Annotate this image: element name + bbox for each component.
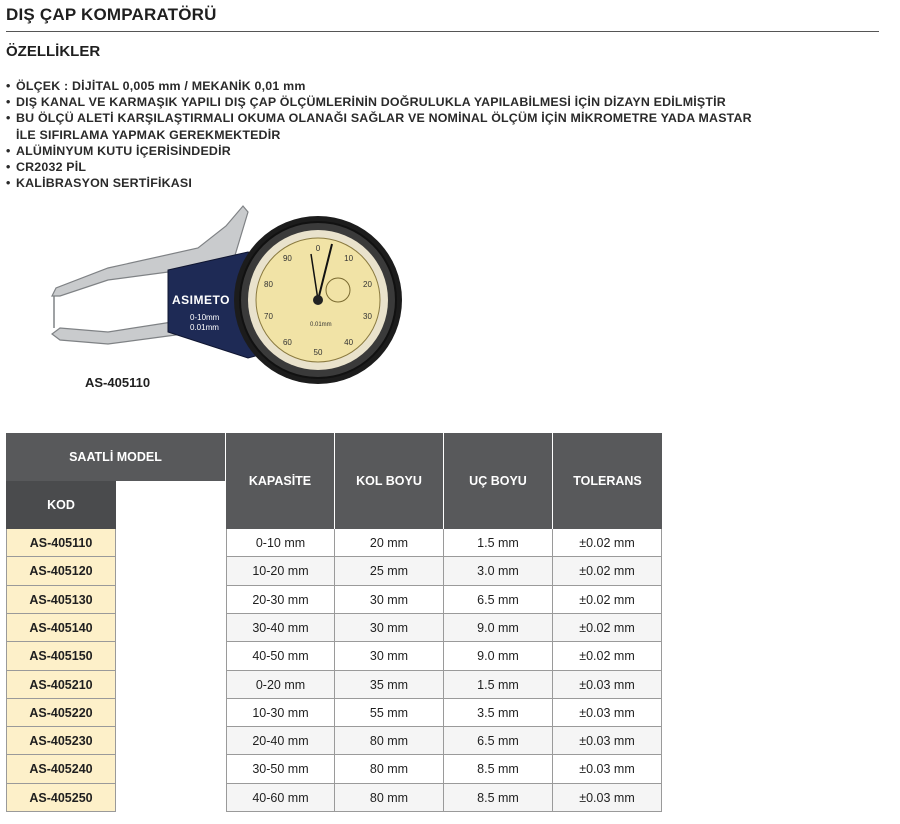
brand-label: ASIMETO (172, 293, 230, 307)
table-cell-tip-length: 9.0 mm (444, 642, 553, 671)
table-cell-arm-length: 25 mm (335, 557, 444, 586)
table-cell-code: AS-405230 (6, 727, 116, 755)
header-tolerance: TOLERANS (553, 433, 662, 529)
bullet: • (6, 111, 11, 126)
dial-number: 80 (264, 279, 273, 289)
table-cell-tip-length: 6.5 mm (444, 586, 553, 614)
dial-number: 70 (264, 312, 273, 322)
caliper-gauge-image (48, 200, 408, 390)
table-cell-capacity: 30-50 mm (226, 755, 335, 784)
table-cell-code: AS-405130 (6, 586, 116, 614)
dial-number: 0 (315, 244, 321, 253)
table-cell-code: AS-405140 (6, 614, 116, 642)
resolution-label: 0.01mm (190, 323, 219, 332)
dial-number: 10 (344, 253, 354, 263)
table-cell-capacity: 20-30 mm (226, 586, 335, 614)
table-cell-tip-length: 9.0 mm (444, 614, 553, 642)
table-cell-tolerance: ±0.03 mm (553, 784, 662, 812)
table-cell-tolerance: ±0.03 mm (553, 699, 662, 727)
table-cell-arm-length: 30 mm (335, 586, 444, 614)
table-cell-tip-length: 1.5 mm (444, 671, 553, 699)
table-cell-arm-length: 80 mm (335, 755, 444, 784)
table-cell-code: AS-405240 (6, 755, 116, 784)
group-header: SAATLİ MODEL (6, 433, 225, 481)
dial-number: 60 (282, 338, 292, 348)
table-cell-tolerance: ±0.02 mm (553, 586, 662, 614)
table-cell-tolerance: ±0.03 mm (553, 727, 662, 755)
table-cell-tip-length: 8.5 mm (444, 755, 553, 784)
table-cell-tip-length: 1.5 mm (444, 529, 553, 557)
product-code-label: AS-405110 (85, 375, 151, 390)
feature-item: • BU ÖLÇÜ ALETİ KARŞILAŞTIRMALI OKUMA OLANAĞI SAĞLAR VE NOMİNAL ÖLÇÜM İÇİN MİKROMETRE YADA MASTAR İLE SIFIRLAMA YAPMAK GEREKMEKTEDİR (6, 111, 752, 142)
table-cell-capacity: 20-40 mm (226, 727, 335, 755)
table-cell-tip-length: 6.5 mm (444, 727, 553, 755)
table-cell-code: AS-405250 (6, 784, 116, 812)
table-cell-capacity: 40-60 mm (226, 784, 335, 812)
table-cell-arm-length: 30 mm (335, 614, 444, 642)
bullet: • (6, 95, 11, 110)
table-cell-arm-length: 30 mm (335, 642, 444, 671)
feature-item: • DIŞ KANAL VE KARMAŞIK YAPILI DIŞ ÇAP ÖLÇÜMLERİNİN DOĞRULUKLA YAPILABİLMESİ İÇİN DİZAYN EDİLMİŞTİR (6, 95, 726, 110)
table-cell-capacity: 0-10 mm (226, 529, 335, 557)
dial-number: 50 (313, 348, 323, 357)
dial-number: 90 (282, 253, 292, 263)
feature-item: • CR2032 PİL (6, 160, 87, 175)
header-capacity: KAPASİTE (226, 433, 334, 529)
dial-number: 20 (363, 279, 372, 289)
dial-number: 30 (363, 312, 372, 322)
table-cell-capacity: 10-30 mm (226, 699, 335, 727)
table-cell-tip-length: 8.5 mm (444, 784, 553, 812)
bullet: • (6, 143, 11, 158)
table-cell-code: AS-405210 (6, 671, 116, 699)
header-arm-length: KOL BOYU (335, 433, 443, 529)
table-cell-tolerance: ±0.02 mm (553, 529, 662, 557)
title-divider (6, 31, 879, 32)
feature-item: • ALÜMİNYUM KUTU İÇERİSİNDEDİR (6, 143, 231, 158)
table-cell-capacity: 10-20 mm (226, 557, 335, 586)
page-title: DIŞ ÇAP KOMPARATÖRÜ (6, 5, 217, 24)
dial-inner-label: 0.01mm (310, 322, 332, 328)
table-cell-code: AS-405220 (6, 699, 116, 727)
dial-number: 40 (344, 338, 354, 348)
table-cell-code: AS-405120 (6, 557, 116, 586)
table-cell-tolerance: ±0.03 mm (553, 671, 662, 699)
feature-item: • KALİBRASYON SERTİFİKASI (6, 176, 193, 191)
table-cell-code: AS-405110 (6, 529, 116, 557)
bullet: • (6, 79, 11, 93)
table-cell-tip-length: 3.0 mm (444, 557, 553, 586)
table-cell-arm-length: 35 mm (335, 671, 444, 699)
header-code: KOD (6, 481, 116, 529)
table-cell-tip-length: 3.5 mm (444, 699, 553, 727)
table-cell-code: AS-405150 (6, 642, 116, 671)
section-title: ÖZELLİKLER (6, 43, 101, 60)
table-cell-tolerance: ±0.02 mm (553, 614, 662, 642)
table-cell-tolerance: ±0.02 mm (553, 557, 662, 586)
table-cell-tolerance: ±0.02 mm (553, 642, 662, 671)
bullet: • (6, 176, 11, 191)
header-tip-length: UÇ BOYU (444, 433, 552, 529)
table-cell-arm-length: 20 mm (335, 529, 444, 557)
table-cell-capacity: 30-40 mm (226, 614, 335, 642)
features-list (6, 78, 766, 191)
bullet: • (6, 160, 11, 175)
range-label: 0-10mm (190, 313, 220, 322)
table-cell-arm-length: 55 mm (335, 699, 444, 727)
table-cell-capacity: 40-50 mm (226, 642, 335, 671)
table-cell-tolerance: ±0.03 mm (553, 755, 662, 784)
table-cell-arm-length: 80 mm (335, 727, 444, 755)
table-cell-arm-length: 80 mm (335, 784, 444, 812)
feature-item: • ÖLÇEK : DİJİTAL 0,005 mm / MEKANİK 0,01 mm (6, 79, 306, 93)
table-cell-capacity: 0-20 mm (226, 671, 335, 699)
